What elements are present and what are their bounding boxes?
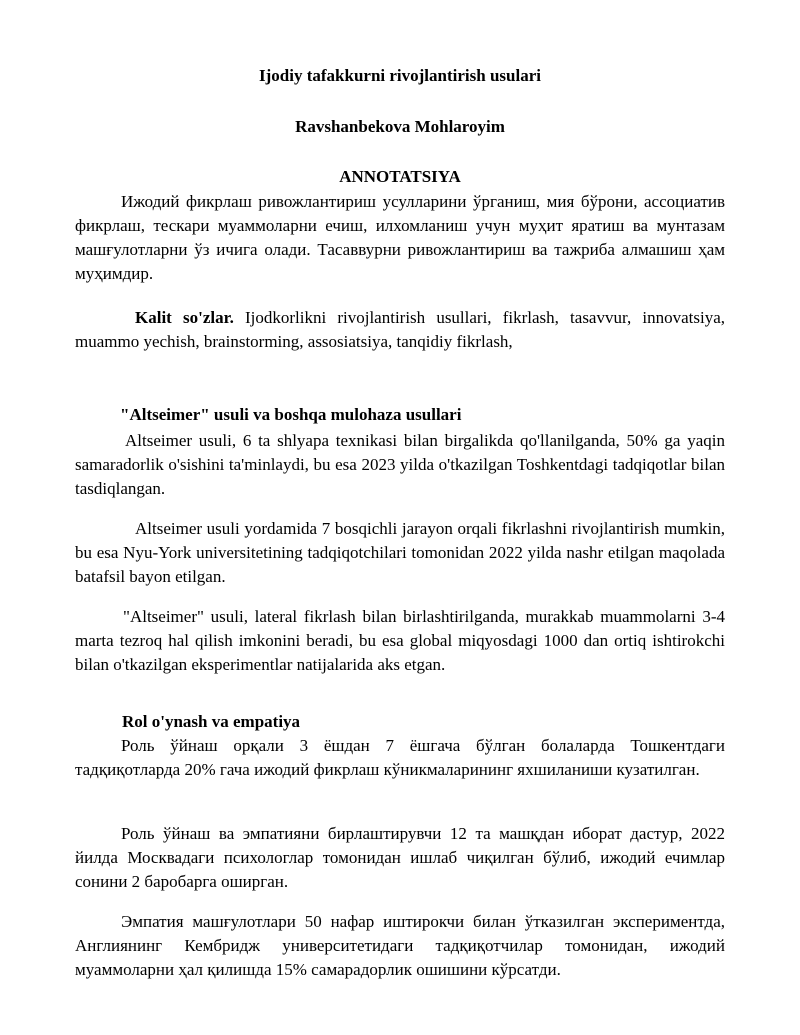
annotation-heading: ANNOTATSIYA <box>339 167 461 186</box>
keywords-label: Kalit so'zlar. <box>135 308 234 327</box>
paragraph: Altseimer usuli, 6 ta shlyapa texnikasi bilan birgalikda qo'llanilganda, 50% ga yaqin samaradorlik o'sishini ta'minlaydi, bu esa 2023 yilda o'tkazilgan Toshkentdagi tadqiqotlar bilan tasdiqlangan. <box>75 431 725 498</box>
keywords-text: Ijodkorlikni rivojlantirish usullari, fikrlash, tasavvur, innovatsiya, muammo yechish, brainstorming, assosiatsiya, tanqidiy fikrlash, <box>75 308 725 351</box>
keywords-paragraph <box>75 306 725 354</box>
paragraph: "Altseimer" usuli, lateral fikrlash bilan birlashtirilganda, murakkab muammolarni 3-4 marta tezroq hal qilish imkonini beradi, bu esa global miqyosdagi 1000 dan ortiq ishtirokchi bilan o'tkazilgan eksperimentlar natijalarida aks etgan. <box>75 607 725 674</box>
paragraph: Эмпатия машғулотлари 50 нафар иштирокчи билан ўтказилган экспериментда, Англиянинг Кембридж университетидаги тадқиқотчилар томонидан, ижодий муаммоларни ҳал қилишда 15% самарадорлик ошишини кўрсатди. <box>75 912 725 979</box>
document-title: Ijodiy tafakkurni rivojlantirish usulari <box>259 66 541 85</box>
author-name: Ravshanbekova Mohlaroyim <box>295 117 505 136</box>
annotation-paragraph: Ижодий фикрлаш ривожлантириш усулларини ўрганиш, мия бўрони, ассоциатив фикрлаш, тескари муаммоларни ечиш, илхомланиш учун муҳит яратиш ва мунтазам машғулотларни ўз ичига олади. Тасаввурни ривожлантириш ва тажриба алмашиш ҳам муҳимдир. <box>75 192 725 283</box>
section-heading-role-play: Rol o'ynash va empatiya <box>122 712 301 731</box>
paragraph: Altseimer usuli yordamida 7 bosqichli jarayon orqali fikrlashni rivojlantirish mumkin, bu esa Nyu-York universitetining tadqiqotchilari tomonidan 2022 yilda nashr etilgan maqolada batafsil bayon etilgan. <box>75 519 725 586</box>
paragraph: Роль ўйнаш орқали 3 ёшдан 7 ёшгача бўлган болаларда Тошкентдаги тадқиқотларда 20% гача ижодий фикрлаш кўникмаларининг яхшиланиши кузатилган. <box>75 736 725 779</box>
paragraph: Роль ўйнаш ва эмпатияни бирлаштирувчи 12 та машқдан иборат дастур, 2022 йилда Москвадаги психологлар томонидан ишлаб чиқилган бўлиб, ижодий ечимлар сонини 2 баробарга оширган. <box>75 824 725 891</box>
section-heading-altseimer: "Altseimer" usuli va boshqa mulohaza usullari <box>120 405 462 424</box>
